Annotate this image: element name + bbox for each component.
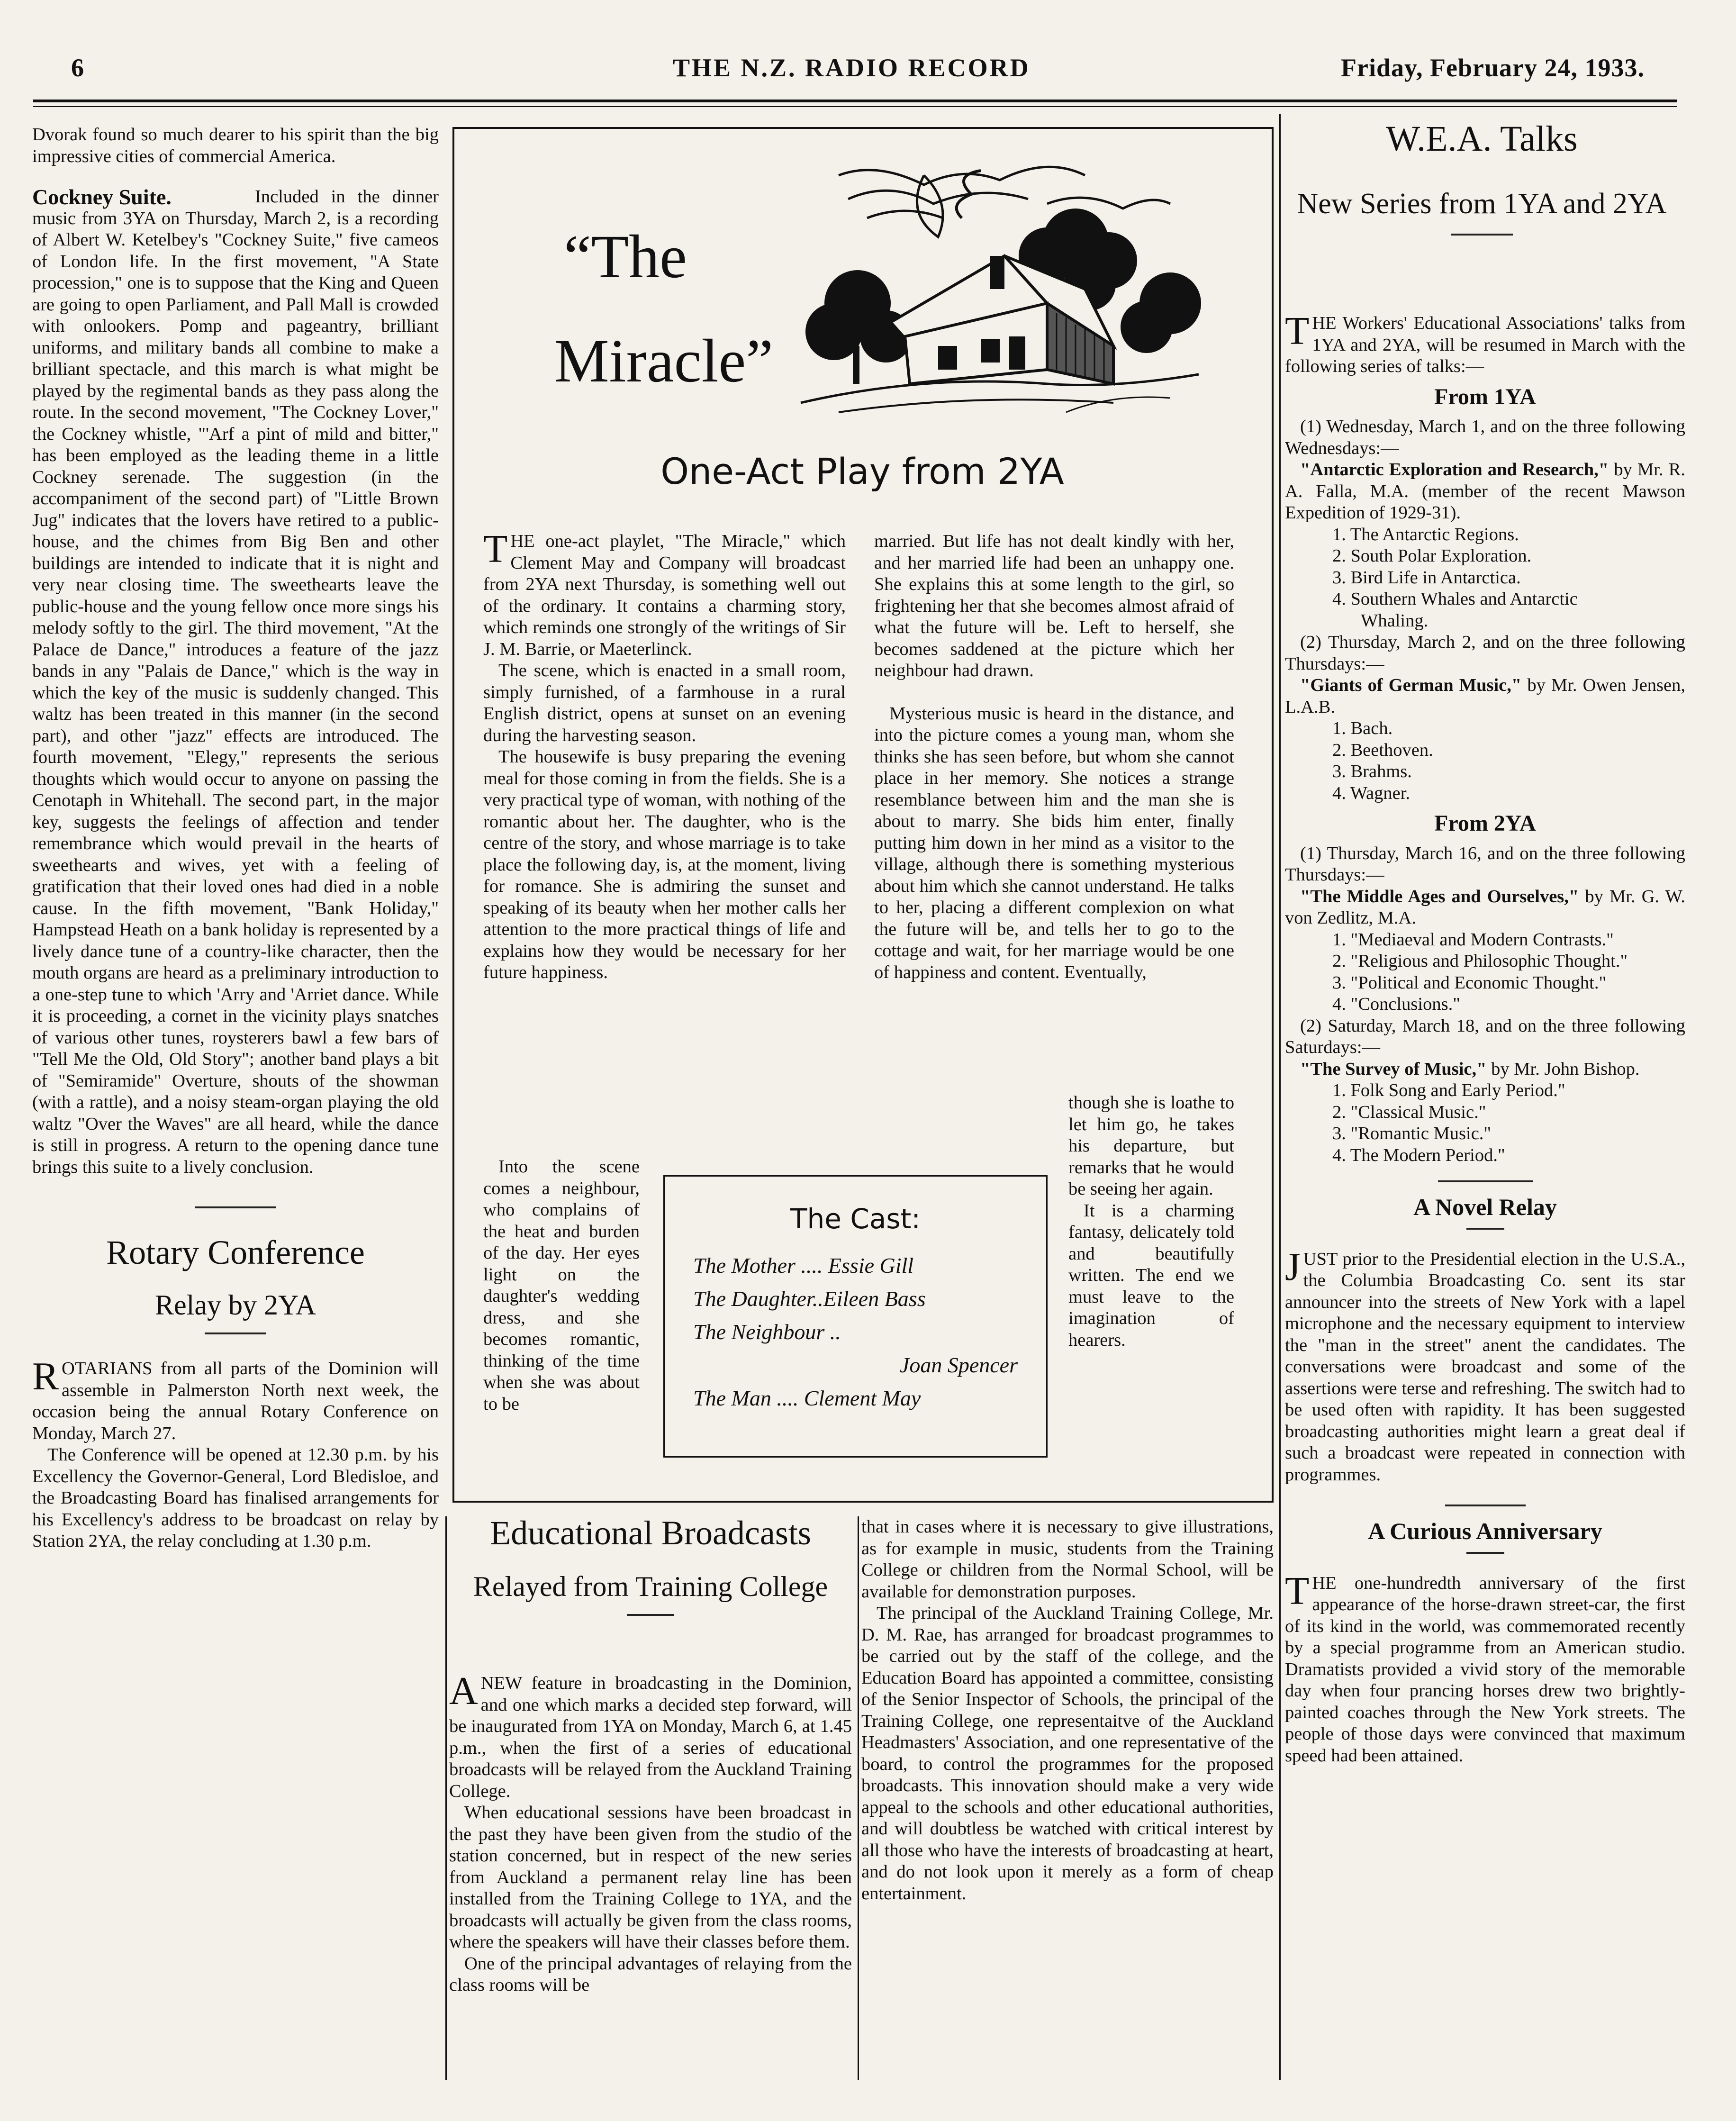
list-item: 3. Brahms.	[1332, 761, 1412, 781]
miracle-column-1	[483, 527, 846, 984]
wea-series-4-title: "The Survey of Music,"	[1300, 1059, 1487, 1079]
miracle-paragraph-5: married. But life has not dealt kindly with her, and her married life had been an unhappy one. She explains this at some length to the girl, so frightening her that she becomes almost afraid of what the future will be. Left to herself, she becomes saddened at the picture which her neighbour had drawn.	[874, 531, 1234, 680]
cast-line: The Neighbour ..	[693, 1320, 841, 1344]
miracle-paragraph-7: though she is loathe to let him go, he takes his departure, but remarks that he would be seeing her again.	[1068, 1093, 1234, 1199]
list-item: 2. South Polar Exploration.	[1332, 546, 1532, 566]
miracle-paragraph-6: Mysterious music is heard in the distance, and into the picture comes a young man, whom she thinks she has seen before, but whom she cannot place in her memory. She notices a strange resemblance between him and the man she is about to marry. She bids him enter, finally putting him down in her mind as a visitor to the village, although there is something mysterious about him which she cannot understand. He talks to her, placing a different complexion on what the future will be, and tells her to go to the cottage and wait, for her marriage would be one of happiness and content. Eventually,	[874, 703, 1234, 982]
wea-series-3-by: by Mr. G. W. von Zedlitz, M.A.	[1285, 886, 1685, 928]
list-item: 1. "Mediaeval and Modern Contrasts."	[1332, 929, 1614, 950]
miracle-title-line-2: Miracle”	[554, 327, 773, 395]
wea-intro: HE Workers' Educational Associations' talks from 1YA and 2YA, will be resumed in March with the following series of talks:—	[1285, 313, 1685, 376]
miracle-paragraph-3: The housewife is busy preparing the evening meal for those coming in from the fields. She is a very practical type of woman, with nothing of the romantic about her. The daughter, who is the centre of the story, and whose marriage is to take place the following day, is, at the moment, living for romance. She is admiring the sunset and speaking of its beauty when her mother calls her attention to the more practical things of life and explains how they would be necessary for her future happiness.	[483, 747, 846, 982]
miracle-column-2	[874, 531, 1234, 983]
drop-cap: J	[1285, 1244, 1301, 1289]
curious-anniversary-title: A Curious Anniversary	[1368, 1518, 1602, 1544]
wea-series-3-intro: (1) Thursday, March 16, and on the three following Thursdays:—	[1285, 843, 1685, 885]
novel-relay-title: A Novel Relay	[1413, 1194, 1557, 1220]
miracle-paragraph-2: The scene, which is enacted in a small room, simply furnished, of a farmhouse in a rural English district, opens at sunset on an evening during the harvesting season.	[483, 661, 846, 745]
page-number: 6	[71, 54, 84, 82]
educational-paragraph-3: One of the principal advantages of relaying from the class rooms will be	[449, 1953, 852, 1995]
rotary-subtitle: Relay by 2YA	[155, 1289, 316, 1321]
novel-relay-text: UST prior to the Presidential election in the U.S.A., the Columbia Broadcasting Co. sent its star announcer into the streets of New York with a lapel microphone and the necessary equipment to interview the "man in the street" anent the candidates. The conversations were broadcast and some of the assertions were terse and refreshing. The switch had to be used often with rapidity. It has been suggested broadcasting authorities might learn a great deal if such a broadcast were repeated in connection with programmes.	[1285, 1249, 1685, 1485]
drop-cap: A	[449, 1669, 478, 1713]
cast-title: The Cast:	[790, 1203, 921, 1235]
wea-header	[1284, 118, 1680, 236]
cast-box	[663, 1175, 1048, 1458]
list-item: 2. "Religious and Philosophic Thought."	[1332, 951, 1628, 971]
wea-series-3-title: "The Middle Ages and Ourselves,"	[1300, 886, 1579, 906]
wea-series-1-by: by Mr. R. A. Falla, M.A. (member of the recent Mawson Expedition of 1929-31).	[1285, 460, 1685, 523]
wea-series-4-by: by Mr. John Bishop.	[1486, 1059, 1640, 1079]
header-rule	[33, 100, 1677, 102]
educational-paragraph-1: NEW feature in broadcasting in the Dominion, and one which marks a decided step forward, will be inaugurated from 1YA on Monday, March 6, at 1.45 p.m., when the first of a series of educational broadcasts will be relayed from the Auckland Training College.	[449, 1673, 852, 1801]
wea-series-2-intro: (2) Thursday, March 2, and on the three following Thursdays:—	[1285, 632, 1685, 674]
issue-date: Friday, February 24, 1933.	[1341, 54, 1645, 82]
educational-column-2	[861, 1516, 1274, 1904]
wea-title: W.E.A. Talks	[1386, 119, 1578, 159]
wea-from-1ya: From 1YA	[1434, 384, 1536, 409]
wea-subtitle: New Series from 1YA and 2YA	[1297, 188, 1667, 220]
wea-series-2-list	[1285, 718, 1685, 804]
cast-line: The Mother .... Essie Gill	[693, 1253, 914, 1278]
drop-cap: T	[483, 527, 508, 571]
section-rule	[1451, 234, 1513, 236]
educational-title: Educational Broadcasts	[490, 1514, 811, 1552]
miracle-title-line-1: “The	[564, 223, 687, 291]
wea-series-1-title: "Antarctic Exploration and Research,"	[1300, 460, 1609, 480]
miracle-paragraph-4: Into the scene comes a neighbour, who complains of the heat and burden of the day. Her eyes light on the daughter's wedding dress, and she becomes romantic, thinking of the time when she was about to be	[483, 1157, 640, 1414]
list-item: 1. Bach.	[1332, 718, 1393, 738]
educational-header	[449, 1512, 852, 1616]
wea-series-1-intro: (1) Wednesday, March 1, and on the three following Wednesdays:—	[1285, 417, 1685, 458]
drop-cap: T	[1285, 1568, 1310, 1613]
wea-series-2-by: by Mr. Owen Jensen, L.A.B.	[1285, 675, 1685, 717]
rotary-title: Rotary Conference	[106, 1233, 365, 1271]
drop-cap: T	[1285, 309, 1310, 353]
drop-cap: R	[32, 1354, 59, 1398]
curious-anniversary-text: HE one-hundredth anniversary of the first appearance of the horse-drawn street-car, the first of its kind in the world, was commemorated recently by a special programme from an American studio. Dramatists provided a vivid story of the memorable day when four prancing horses drew two brightly-painted coaches through the New York streets. The people of those days were convinced that maximum speed had been attained.	[1285, 1573, 1685, 1766]
wea-column	[1285, 309, 1685, 1767]
wea-series-4-list	[1285, 1080, 1685, 1166]
educational-paragraph-4: that in cases where it is necessary to give illustrations, as for example in music, students from the Training College or children from the Normal School, will be available for demonstration purposes.	[861, 1517, 1274, 1602]
miracle-paragraph-1: HE one-act playlet, "The Miracle," which Clement May and Company will broadcast from 2YA next Thursday, is something well out of the ordinary. It contains a charming story, which reminds one strongly of the writings of Sir J. M. Barrie, or Maeterlinck.	[483, 531, 846, 659]
miracle-subtitle: One-Act Play from 2YA	[660, 450, 1064, 492]
educational-column-1	[449, 1669, 852, 1996]
wea-from-2ya: From 2YA	[1434, 811, 1536, 836]
dvorak-paragraph: Dvorak found so much dearer to his spirit than the big impressive cities of commercial America.	[32, 125, 439, 166]
publication-title: THE N.Z. RADIO RECORD	[673, 54, 1031, 82]
miracle-title	[554, 223, 773, 396]
miracle-paragraph-8: It is a charming fantasy, delicately told and beautifully written. The end we must leave to the imagination of hearers.	[1068, 1200, 1234, 1350]
list-item: 4. The Modern Period."	[1332, 1145, 1505, 1165]
column-rule	[445, 1516, 447, 2080]
wea-series-2-title: "Giants of German Music,"	[1300, 675, 1522, 695]
list-item: 4. Wagner.	[1332, 783, 1410, 803]
list-item: 3. "Romantic Music."	[1332, 1124, 1492, 1143]
cast-line: Joan Spencer	[899, 1353, 1018, 1377]
rotary-paragraph-2: The Conference will be opened at 12.30 p.m. by his Excellency the Governor-General, Lord Bledisloe, and the Broadcasting Board has finalised arrangements for his Excellency's address to be broadcast on relay by Station 2YA, the relay concluding at 1.30 p.m.	[32, 1445, 439, 1551]
wea-series-3-list	[1285, 929, 1685, 1015]
list-item: 4. "Conclusions."	[1332, 994, 1460, 1014]
wea-series-1-list	[1285, 524, 1685, 632]
wea-series-4-intro: (2) Saturday, March 18, and on the three following Saturdays:—	[1285, 1015, 1685, 1057]
educational-paragraph-2: When educational sessions have been broadcast in the past they have been given from the studio of the station concerned, but in respect of the new series from Auckland a permanent relay line has been installed from the Training College to 1YA, and the broadcasts will actually be given from the class rooms, where the speakers will have their classes before them.	[449, 1803, 852, 1952]
miracle-left-narrow	[483, 1156, 640, 1415]
section-rule	[627, 1614, 674, 1616]
list-item: Whaling.	[1361, 610, 1429, 631]
farmhouse-illustration	[782, 147, 1208, 431]
educational-paragraph-5: The principal of the Auckland Training College, Mr. D. M. Rae, has arranged for broadcast programmes to be carried out by the staff of the college, and the Education Board has appointed a committee, consisting of the Senior Inspector of Schools, the principal of the Training College, one representaitve of the Auckland Headmasters' Association, and one representative of the board, to control the programmes for the proposed broadcasts. This innovation should make a very wide appeal to the schools and other educational authorities, and will doubtless be watched with critical interest by all those who have the interests of broadcasting at heart, and do not look upon it merely as a form of cheap entertainment.	[861, 1603, 1274, 1903]
rotary-paragraph-1: OTARIANS from all parts of the Dominion will assemble in Palmerston North next week, the occasion being the annual Rotary Conference on Monday, March 27.	[32, 1359, 439, 1443]
cockney-suite-text: Included in the dinner music from 3YA on Thursday, March 2, is a recording of Albert W. Ketelbey's "Cockney Suite," five cameos of London life. In the first movement, "A State procession," one is to suppose that the King and Queen are going to open Parliament, and Pall Mall is crowded with onlookers. Pomp and pageantry, brilliant uniforms, and military bands all combine to make a brilliant spectacle, and this march is what might be played by the regimental bands as they pass along the route. In the second movement, "The Cockney Lover," the Cockney whistle, "'Arf a pint of mild and bitter," has been employed as the leading theme in a little Cockney serenade. The suggestion (in the accompaniment of the second part) of "Little Brown Jug" indicates that the lovers have retired to a public-house, and the chimes from Big Ben and other buildings are intended to indicate that it is night and very near closing time. The sweethearts leave the public-house and the young fellow once more sings his melody softly to the girl. The third movement, "At the Palace de Dance," introduces a feature of the jazz bands in any "Palais de Dance," which is the way in which the key of the music is suddenly changed. This waltz has been treated in this manner (in the second part), and other "jazz" effects are introduced. The fourth movement, "Elegy," represents the serious thoughts which would occur to anyone on passing the Cenotaph in Whitehall. The second part, in the major key, suggests the feelings of affection and tender remembrance which would prevail in the hearts of sweethearts and wives, yet with a feeling of gratification that their loved ones had died in a noble cause. In the fifth movement, "Bank Holiday," Hampstead Heath on a bank holiday is represented by a lively dance tune of a country-like character, then the mouth organs are heard as a preliminary introduction to a one-step tune to which 'Arry and 'Arriet dance. While it is proceeding, a cornet in the vicinity plays snatches of various other tunes, roysterers bawl a few bars of "Tell Me the Old, Old Story"; another band plays a bit of "Semiramide" Overture, shouts of the showman (with a rattle), and a noisy steam-organ playing the old waltz "Over the Waves" are all heard, while the dance is still in progress. A return to the opening dance tune brings this suite to a lively conclusion.	[32, 187, 439, 1177]
column-rule	[858, 1516, 859, 2080]
cast-line: The Daughter..Eileen Bass	[693, 1287, 926, 1311]
list-item: 2. Beethoven.	[1332, 740, 1433, 760]
header-rule-thin	[33, 106, 1677, 107]
list-item: 1. The Antarctic Regions.	[1332, 524, 1519, 544]
list-item: 4. Southern Whales and Antarctic	[1332, 589, 1578, 609]
column-1	[32, 124, 439, 1552]
cast-line: The Man .... Clement May	[693, 1386, 921, 1410]
cockney-heading: Cockney Suite.	[32, 185, 172, 209]
educational-subtitle: Relayed from Training College	[473, 1571, 828, 1602]
miracle-right-narrow	[1068, 1092, 1234, 1351]
list-item: 3. "Political and Economic Thought."	[1332, 972, 1607, 993]
list-item: 3. Bird Life in Antarctica.	[1332, 567, 1521, 588]
column-rule	[1279, 114, 1281, 2080]
list-item: 2. "Classical Music."	[1332, 1102, 1486, 1122]
list-item: 1. Folk Song and Early Period."	[1332, 1080, 1565, 1100]
cast-list	[693, 1249, 1046, 1415]
